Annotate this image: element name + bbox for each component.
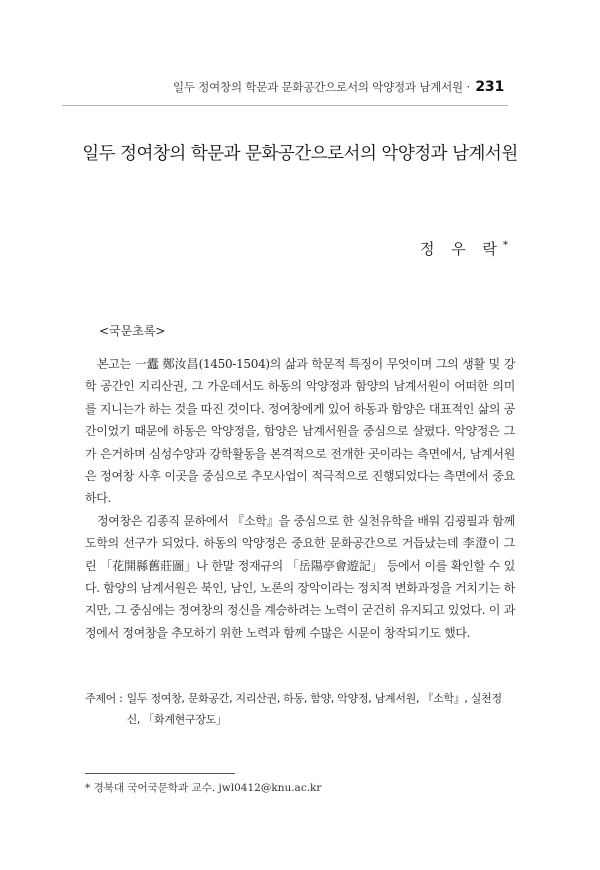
keywords-text: 일두 정여창, 문화공간, 지리산권, 하동, 함양, 악양정, 남계서원, 『소학』, 실천정신, 「화계현구장도」 <box>126 692 502 726</box>
running-title: 일두 정여창의 학문과 문화공간으로서의 악양정과 남계서원 <box>172 80 463 94</box>
author <box>420 238 508 259</box>
keywords-label: 주제어 : <box>85 692 123 705</box>
author-footnote: * 경북대 국어국문학과 교수. jwl0412@knu.ac.kr <box>85 782 322 794</box>
footnote-rule <box>85 773 235 774</box>
abstract-paragraph: 본고는 一蠹 鄭汝昌(1450-1504)의 삶과 학문적 특징이 무엇이며 그의 생활 및 강학 공간인 지리산권, 그 가운데서도 하동의 악양정과 함양의 남계서원이 어떠한 의미를 지니는가 하는 것을 따진 것이다. 정여창에게 있어 하동과 함양은 대표적인 삶의 공간이었기 때문에 하동은 악양정을, 함양은 남계서원을 중심으로 살폈다. 악양정은 그가 은거하며 심성수양과 강학활동을 본격적으로 전개한 곳이라는 측면에서, 남계서원은 정여창 사후 이곳을 중심으로 추모사업이 적극적으로 진행되었다는 측면에서 중요하다. <box>85 357 515 506</box>
abstract-body <box>85 353 515 644</box>
header-separator: · <box>466 80 470 94</box>
author-footnote-mark: * <box>503 240 508 251</box>
abstract-label: <국문초록> <box>99 324 166 338</box>
article-title: 일두 정여창의 학문과 문화공간으로서의 악양정과 남계서원 <box>82 144 518 164</box>
abstract-paragraph: 정여창은 김종직 문하에서 『소학』을 중심으로 한 실천유학을 배워 김굉필과 함께 도학의 선구가 되었다. 하동의 악양정은 중요한 문화공간으로 거듭났는데 李澄이 그린 「花開縣舊莊圖」나 한말 정재규의 「岳陽亭會遊記」 등에서 이를 확인할 수 있다. 함양의 남계서원은 북인, 남인, 노론의 장악이라는 정치적 변화과정을 거치기는 하지만, 그 중심에는 정여창의 정신을 계승하려는 노력이 굳건히 유지되고 있었다. 이 과정에서 정여창을 추모하기 위한 노력과 함께 수많은 시문이 창작되기도 했다. <box>85 513 515 640</box>
author-name: 정 우 락 <box>419 240 503 258</box>
running-header <box>173 79 504 95</box>
header-rule <box>62 105 508 106</box>
keywords <box>85 688 515 730</box>
page-number: 231 <box>475 79 504 95</box>
